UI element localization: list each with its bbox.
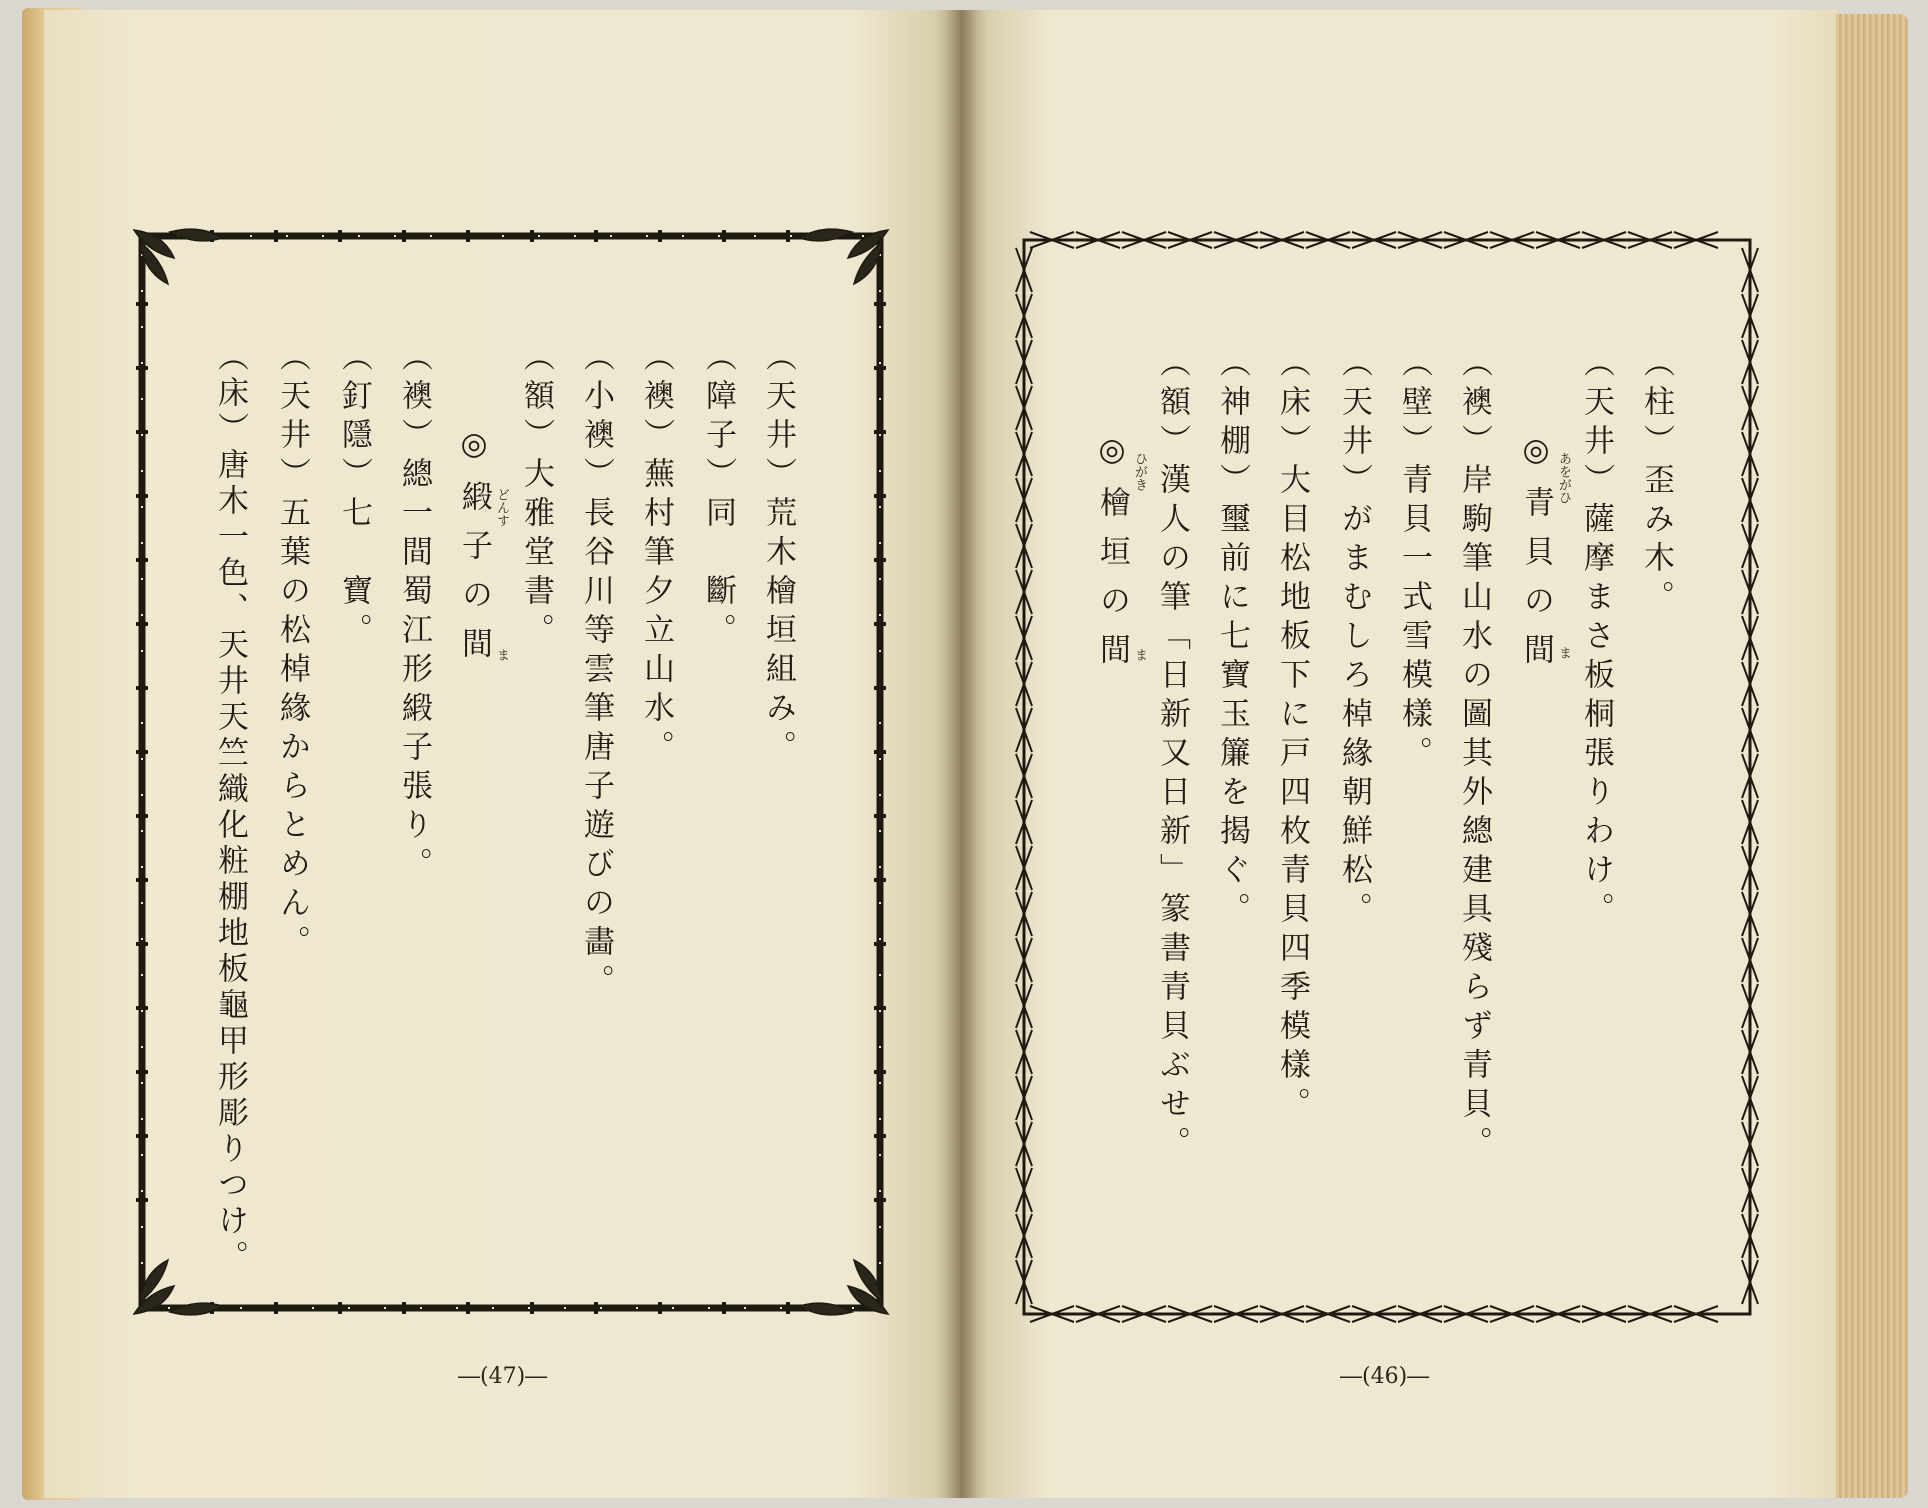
text-line: （床）大目松地板下に戸四枚青貝四季模樣。 xyxy=(1274,346,1310,1126)
text-line: （壁）青貝一式雪模樣。 xyxy=(1396,346,1432,775)
text-line: （天井）五葉の松棹緣からとめん。 xyxy=(274,340,310,964)
text-line: （床）唐木一色、天井天竺織化粧棚地板龜甲形彫りつけ。 xyxy=(212,340,248,1276)
ruby-annotation: どんす xyxy=(494,488,509,527)
text-line: （天井）荒木檜垣組み。 xyxy=(760,340,796,769)
book-gutter xyxy=(946,10,978,1498)
text-line: （額）漢人の筆「日新又日新」篆書青貝ぶせ。 xyxy=(1154,346,1190,1165)
section-heading: ◎青貝の間 xyxy=(1518,432,1554,682)
text-line: （襖）總一間蜀江形緞子張り。 xyxy=(396,340,432,886)
text-line: （障子）同 斷。 xyxy=(700,340,736,652)
text-line: （神棚）璽前に七寶玉簾を揭ぐ。 xyxy=(1214,346,1250,931)
text-line: （天井）がまむしろ棹緣朝鮮松。 xyxy=(1336,346,1372,931)
text-line: （釘隱）七 寶。 xyxy=(336,340,372,652)
ruby-annotation: あをがひ xyxy=(1556,452,1571,504)
page-number: ―(47)― xyxy=(458,1364,548,1389)
text-line: （額）大雅堂書。 xyxy=(518,340,554,652)
text-line: （襖）岸駒筆山水の圖其外總建具殘らず青貝。 xyxy=(1456,346,1492,1165)
section-heading: ◎檜垣の間 xyxy=(1094,432,1130,682)
text-line: （柱）歪み木。 xyxy=(1638,346,1674,619)
text-line: （襖）蕪村筆夕立山水。 xyxy=(638,340,674,769)
ruby-annotation: ひがき xyxy=(1132,452,1147,491)
text-line: （天井）薩摩まさ板桐張りわけ。 xyxy=(1578,346,1614,931)
section-heading: ◎緞子の間 xyxy=(456,426,492,676)
right-page-edges xyxy=(1836,14,1908,1498)
page-number: ―(46)― xyxy=(1340,1364,1430,1389)
ruby-annotation: ま xyxy=(1556,646,1571,659)
ruby-annotation: ま xyxy=(494,648,509,661)
ruby-annotation: ま xyxy=(1132,648,1147,661)
text-line: （小襖）長谷川等雲筆唐子遊びの畵。 xyxy=(578,340,614,1003)
